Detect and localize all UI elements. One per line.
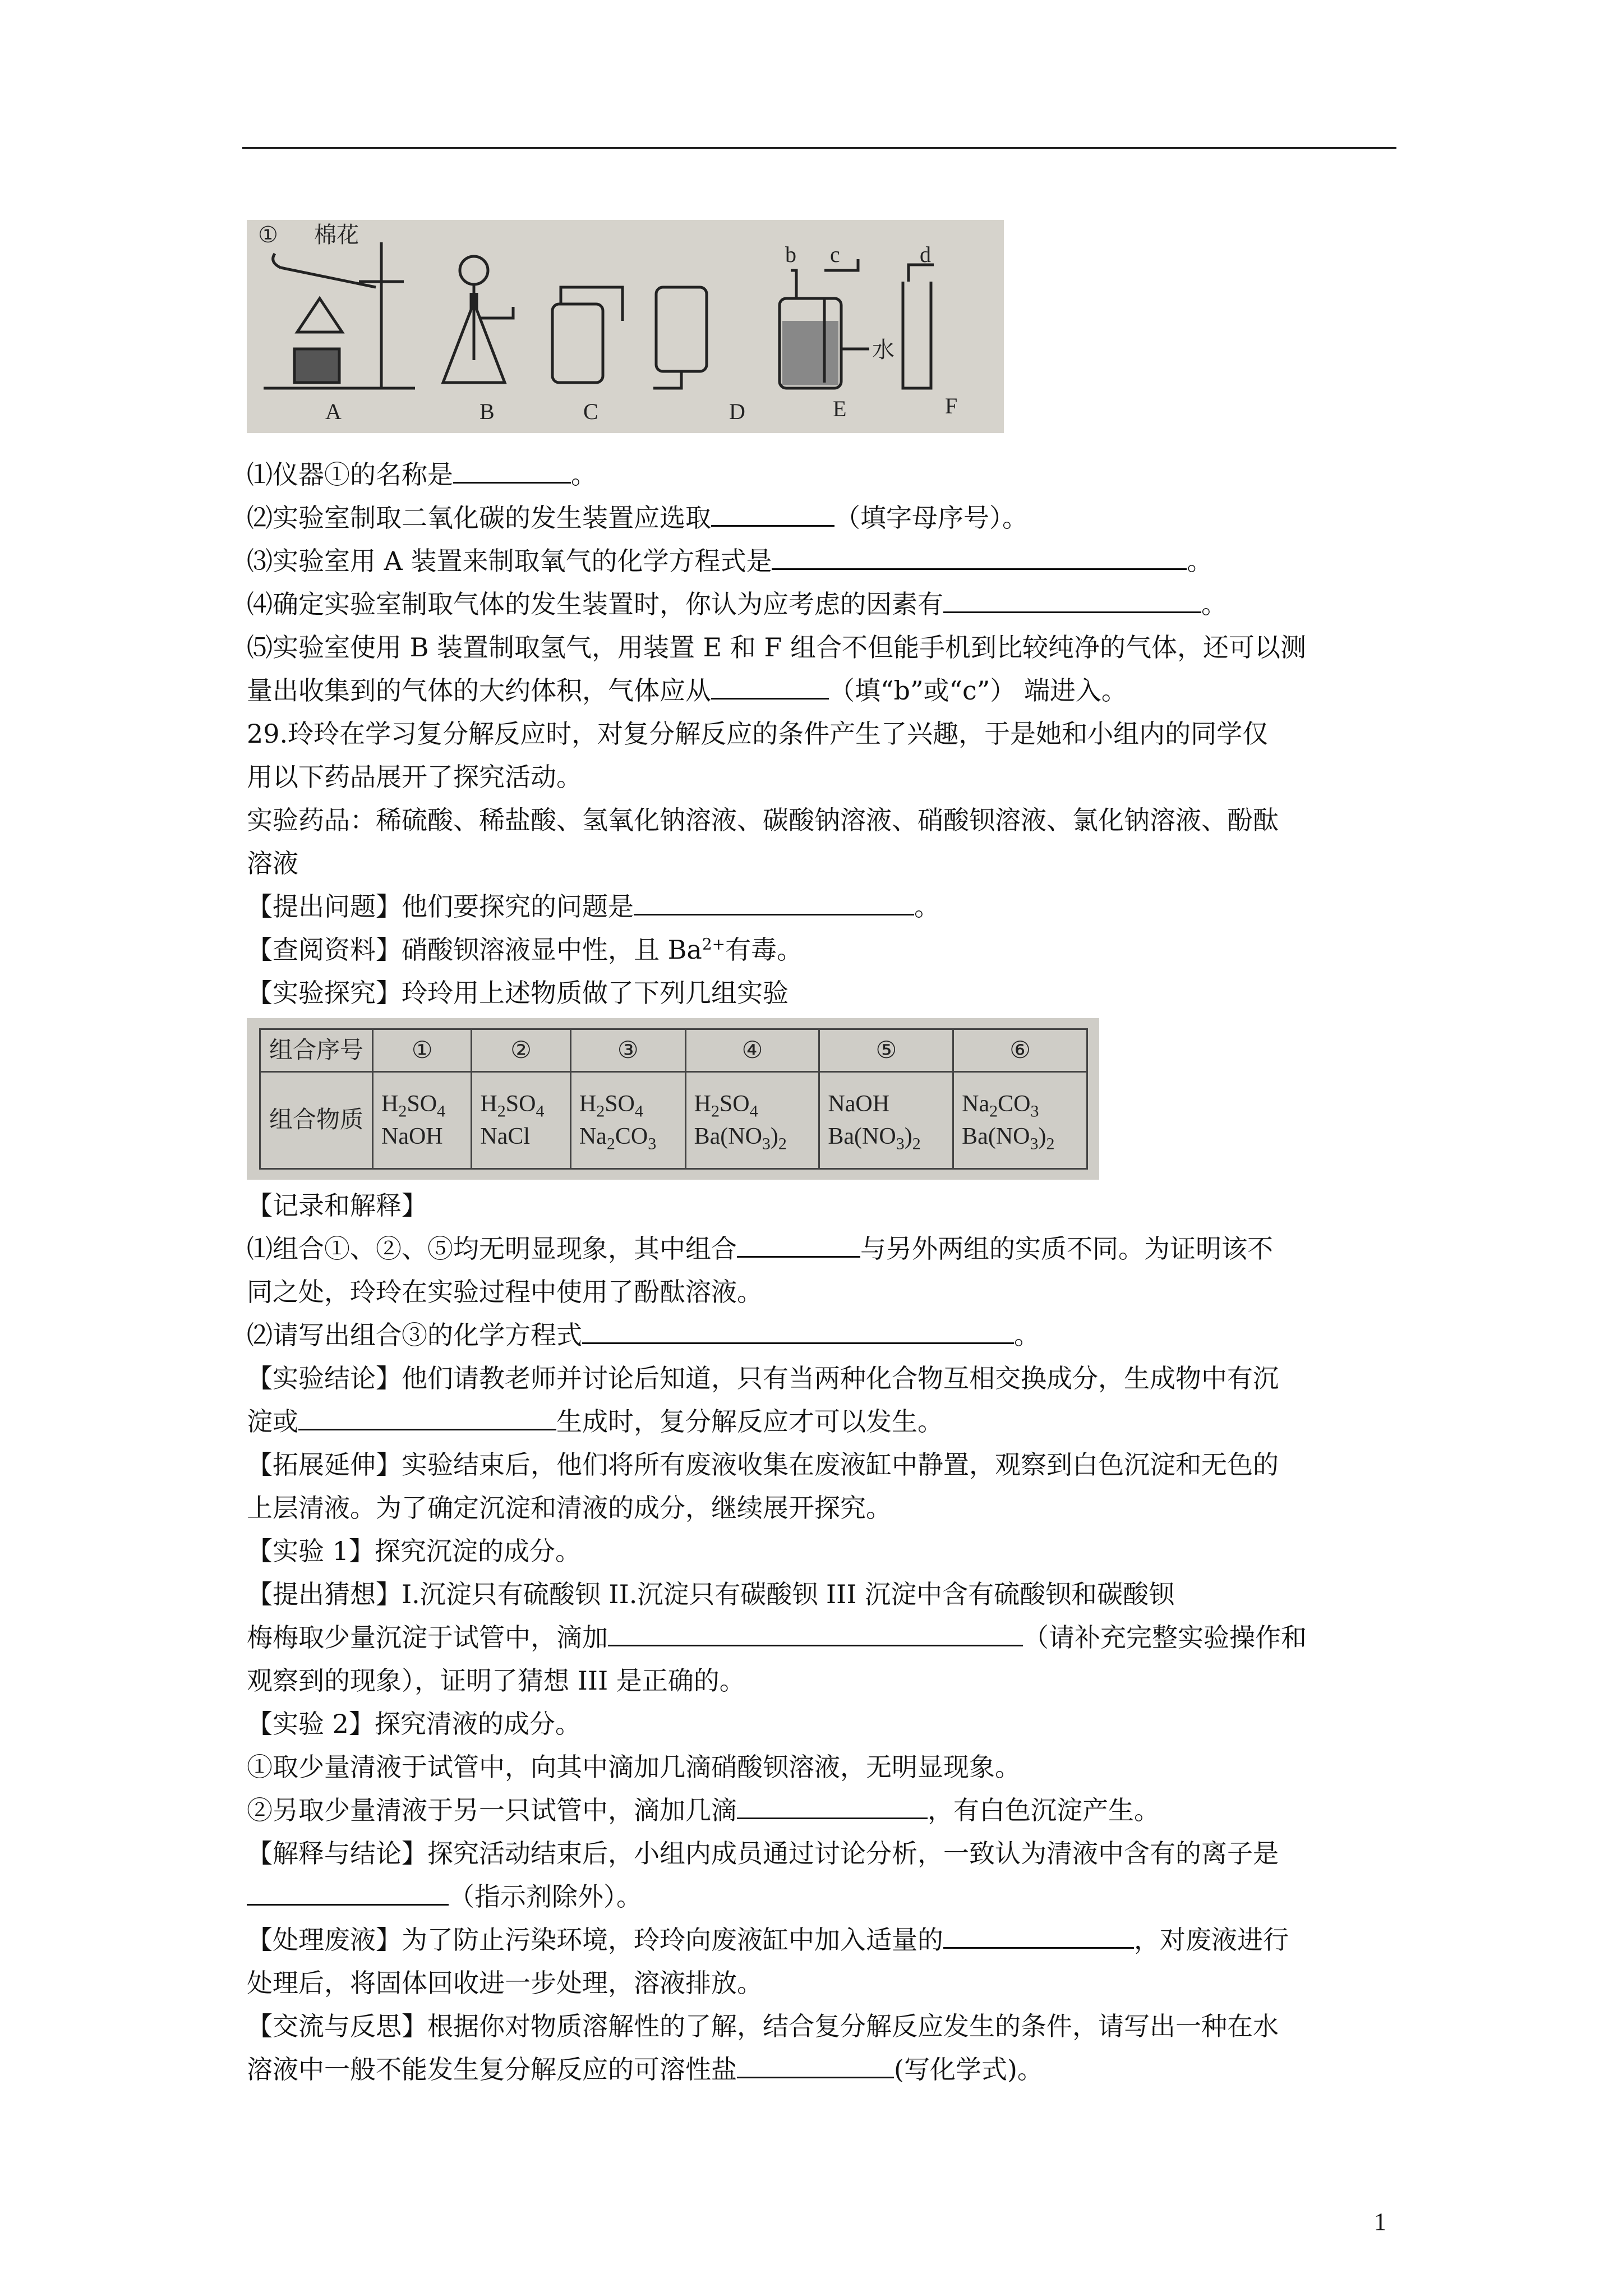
table-cell: ⑤ — [819, 1029, 953, 1072]
reflection-line-1: 【交流与反思】根据你对物质溶解性的了解，结合复分解反应发生的条件，请写出一种在水 — [247, 2011, 1279, 2041]
answer-blank[interactable] — [608, 1618, 1023, 1646]
cotton-label: 棉花 — [314, 222, 359, 247]
label-a: A — [325, 399, 342, 424]
table-cell: NaOH $Ba(NO_3)_2$ — [819, 1072, 953, 1169]
answer-blank[interactable] — [247, 1877, 449, 1906]
label-b: B — [479, 399, 495, 424]
answer-blank[interactable] — [737, 1791, 928, 1819]
table-cell: ① — [373, 1029, 472, 1072]
explanation-line-2: （指示剂除外）。 — [247, 1875, 1391, 1918]
table-cell: $H_2SO_4$ $Na_2CO_3$ — [570, 1072, 685, 1169]
answer-blank[interactable] — [582, 1315, 1014, 1344]
reference-info: 【查阅资料】硝酸钡溶液显中性，且 $Ba^{2+}$有毒。 — [247, 935, 803, 965]
table-cell: $Na_2CO_3$ $Ba(NO_3)_2$ — [953, 1072, 1087, 1169]
table-cell: $H_2SO_4$ NaCl — [472, 1072, 570, 1169]
experiment-2: 【实验 2】探究清液的成分。 — [247, 1709, 581, 1739]
explanation-line-1: 【解释与结论】探究活动结束后，小组内成员通过讨论分析，一致认为清液中含有的离子是 — [247, 1838, 1279, 1869]
table-row-header: 组合序号 — [260, 1029, 373, 1072]
table-cell: $H_2SO_4$ NaOH — [373, 1072, 472, 1169]
meimei-line-2: 观察到的现象），证明了猜想 III 是正确的。 — [247, 1665, 745, 1696]
circle-number-label: ① — [258, 222, 278, 247]
label-e: E — [833, 396, 847, 421]
question-5-line-2: 量出收集到的气体的大约体积，气体应从 （填“b”或“c”） 端进入。 — [247, 669, 1391, 712]
answer-blank[interactable] — [298, 1402, 556, 1430]
table-cell: ③ — [570, 1029, 685, 1072]
guess: 【提出猜想】I.沉淀只有硫酸钡 II.沉淀只有碳酸钡 III 沉淀中含有硫酸钡和碳酸钡 — [247, 1579, 1175, 1609]
reflection-line-2: 溶液中一般不能发生复分解反应的可溶性盐 (写化学式)。 — [247, 2048, 1391, 2091]
answer-blank[interactable] — [772, 541, 1187, 570]
drugs-line-2: 溶液 — [247, 848, 298, 878]
extension-line-1: 【拓展延伸】实验结束后，他们将所有废液收集在废液缸中静置，观察到白色沉淀和无色的 — [247, 1450, 1279, 1480]
question-5-line-1: ⑸实验室使用 B 装置制取氢气，用装置 E 和 F 组合不但能手机到比较纯净的气体，还可以测 — [247, 632, 1307, 662]
question-4: ⑷确定实验室制取气体的发生装置时，你认为应考虑的因素有 。 — [247, 583, 1391, 626]
port-label-d: d — [920, 242, 931, 267]
table-cell: ② — [472, 1029, 570, 1072]
port-label-b: b — [785, 242, 796, 267]
answer-blank[interactable] — [737, 2050, 894, 2078]
answer-blank[interactable] — [634, 887, 914, 915]
extension-line-2: 上层清液。为了确定沉淀和清液的成分，继续展开探究。 — [247, 1493, 892, 1523]
question-3: ⑶实验室用 A 装置来制取氧气的化学方程式是 。 — [247, 540, 1391, 583]
record-1-line-1: ⑴组合①、②、⑤均无明显现象，其中组合 与另外两组的实质不同。为证明该不 — [247, 1227, 1391, 1271]
experiment-explore: 【实验探究】玲玲用上述物质做了下列几组实验 — [247, 978, 789, 1008]
apparatus-figure — [247, 220, 1004, 433]
answer-blank[interactable] — [737, 1229, 860, 1258]
meimei-line-1: 梅梅取少量沉淀于试管中，滴加 （请补充完整实验操作和 — [247, 1616, 1391, 1659]
step-1: ①取少量清液于试管中，向其中滴加几滴硝酸钡溶液，无明显现象。 — [247, 1752, 1021, 1782]
question-2: ⑵实验室制取二氧化碳的发生装置应选取 （填字母序号）。 — [247, 496, 1391, 540]
answer-blank[interactable] — [943, 585, 1201, 613]
waste-line-2: 处理后，将固体回收进一步处理，溶液排放。 — [247, 1968, 763, 1998]
ask-question: 【提出问题】他们要探究的问题是 。 — [247, 885, 1391, 928]
page-number: 1 — [1374, 2208, 1386, 2235]
port-label-c: c — [830, 242, 840, 267]
table-cell: ⑥ — [953, 1029, 1087, 1072]
combination-table — [247, 1018, 1099, 1180]
experiment-1: 【实验 1】探究沉淀的成分。 — [247, 1536, 581, 1566]
conclusion-line-2: 淀或 生成时，复分解反应才可以发生。 — [247, 1400, 1391, 1443]
problem-29-line-2: 用以下药品展开了探究活动。 — [247, 762, 582, 792]
record-1-line-2: 同之处，玲玲在实验过程中使用了酚酞溶液。 — [247, 1277, 763, 1307]
header-rule — [242, 147, 1396, 149]
table-cell: $H_2SO_4$ $Ba(NO_3)_2$ — [685, 1072, 819, 1169]
problem-29-line-1: 29.玲玲在学习复分解反应时，对复分解反应的条件产生了兴趣，于是她和小组内的同学仅 — [247, 719, 1269, 749]
table-row-header: 组合物质 — [260, 1072, 373, 1169]
label-d: D — [729, 399, 745, 424]
answer-blank[interactable] — [943, 1920, 1134, 1949]
answer-blank[interactable] — [711, 498, 834, 527]
step-2: ②另取少量清液于另一只试管中，滴加几滴 ，有白色沉淀产生。 — [247, 1789, 1391, 1832]
answer-blank[interactable] — [711, 671, 829, 700]
label-f: F — [945, 393, 958, 418]
question-1: ⑴仪器①的名称是 。 — [247, 453, 1391, 496]
waste-line-1: 【处理废液】为了防止污染环境，玲玲向废液缸中加入适量的 ，对废液进行 — [247, 1918, 1391, 1962]
record-heading: 【记录和解释】 — [247, 1190, 427, 1221]
label-c: C — [583, 399, 598, 424]
apparatus-diagram — [247, 220, 1004, 433]
record-2: ⑵请写出组合③的化学方程式 。 — [247, 1314, 1391, 1357]
answer-blank[interactable] — [453, 455, 571, 484]
question-content — [247, 453, 1391, 2091]
conclusion-line-1: 【实验结论】他们请教老师并讨论后知道，只有当两种化合物互相交换成分，生成物中有沉 — [247, 1363, 1279, 1393]
drugs-line-1: 实验药品：稀硫酸、稀盐酸、氢氧化钠溶液、碳酸钠溶液、硝酸钡溶液、氯化钠溶液、酚酞 — [247, 805, 1279, 835]
table-cell: ④ — [685, 1029, 819, 1072]
water-label: 水 — [872, 337, 895, 362]
